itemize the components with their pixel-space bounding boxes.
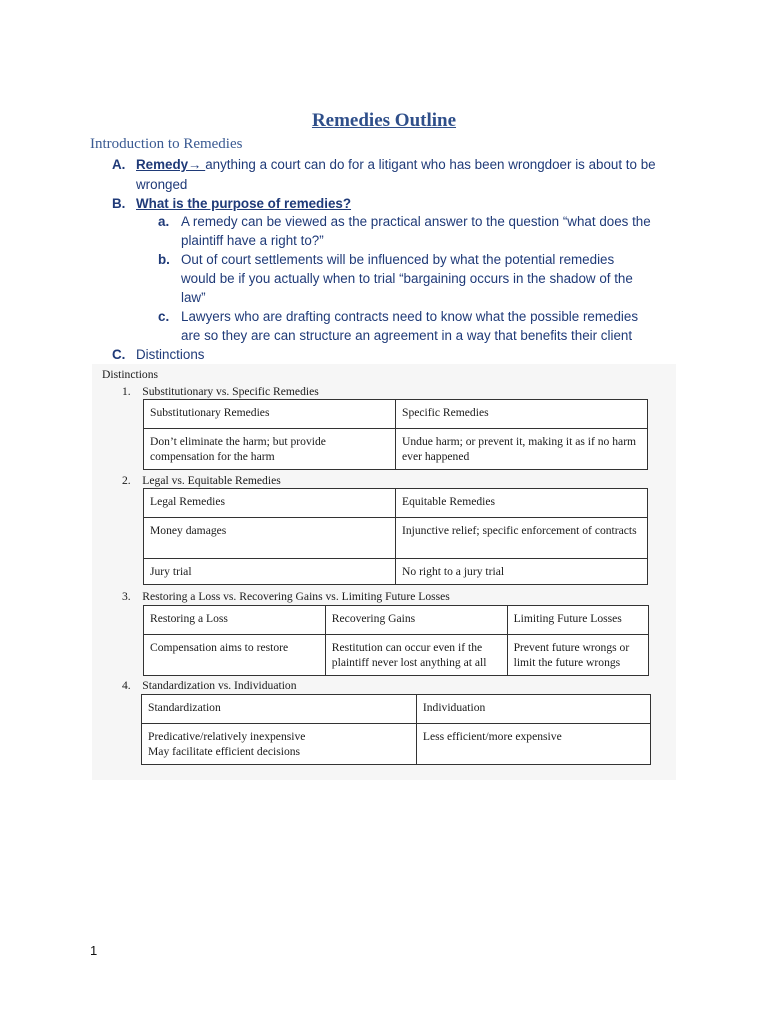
sub-c-line2: are so they are can structure an agreement in a way that benefits their client — [181, 328, 633, 343]
table-header-cell: Restoring a Loss — [144, 606, 326, 635]
item-c-text: Distinctions — [136, 347, 205, 362]
sub-c-line1: Lawyers who are drafting contracts need to know what the possible remedies — [181, 309, 639, 324]
table-row — [144, 429, 648, 470]
item-a-label: A. — [112, 157, 126, 172]
item-b-label: B. — [112, 196, 126, 211]
table-header-cell: Equitable Remedies — [396, 489, 648, 518]
section-heading: Introduction to Remedies — [90, 136, 243, 152]
sub-b-label: b. — [158, 252, 170, 267]
table-restore-recover-limit — [143, 605, 649, 676]
page-number: 1 — [90, 943, 98, 958]
item-b-text: What is the purpose of remedies? — [136, 196, 352, 211]
table-header-cell: Substitutionary Remedies — [144, 400, 396, 429]
table-substitutionary-specific — [143, 399, 648, 470]
page-title: Remedies Outline — [311, 110, 457, 131]
table-header-row — [144, 489, 648, 518]
table-cell: No right to a jury trial — [396, 559, 648, 585]
table-legal-equitable — [143, 488, 648, 585]
distinctions-scan — [92, 364, 676, 780]
table-header-cell: Recovering Gains — [325, 606, 507, 635]
table-header-cell: Standardization — [142, 695, 417, 724]
item-a-text-cont: wronged — [136, 177, 188, 192]
table-cell: Don’t eliminate the harm; but provide compensation for the harm — [144, 429, 396, 470]
sub-a-line2: plaintiff have a right to?” — [181, 233, 324, 248]
table-cell: Injunctive relief; specific enforcement of contracts — [396, 518, 648, 559]
remedy-term: Remedy→ — [136, 157, 206, 172]
sub-a-label: a. — [158, 214, 170, 229]
table-1-title: 1. Substitutionary vs. Specific Remedies — [122, 385, 319, 398]
table-header-row — [144, 400, 648, 429]
table-cell: Prevent future wrongs or limit the future wrongs — [507, 635, 648, 676]
sub-a-line1: A remedy can be viewed as the practical answer to the question “what does the — [181, 214, 651, 229]
table-4-title: 4. Standardization vs. Individuation — [122, 679, 297, 692]
table-header-cell: Legal Remedies — [144, 489, 396, 518]
table-cell: Money damages — [144, 518, 396, 559]
table-2-title: 2. Legal vs. Equitable Remedies — [122, 474, 281, 487]
table-cell: Compensation aims to restore — [144, 635, 326, 676]
table-header-cell: Individuation — [416, 695, 650, 724]
item-c-label: C. — [112, 347, 126, 362]
item-a — [136, 155, 696, 174]
table-header-cell: Limiting Future Losses — [507, 606, 648, 635]
sub-c-label: c. — [158, 309, 170, 324]
table-standardization-individuation — [141, 694, 651, 765]
table-3-title: 3. Restoring a Loss vs. Recovering Gains vs. Limiting Future Losses — [122, 590, 450, 603]
table-cell: Less efficient/more expensive — [416, 724, 650, 765]
sub-b-line3: law” — [181, 290, 206, 305]
table-row — [142, 724, 651, 765]
table-cell: Undue harm; or prevent it, making it as if no harm ever happened — [396, 429, 648, 470]
table-cell: Jury trial — [144, 559, 396, 585]
table-cell: Restitution can occur even if the plaintiff never lost anything at all — [325, 635, 507, 676]
item-a-text: anything a court can do for a litigant who has been wrongdoer is about to be — [205, 157, 656, 172]
sub-b-line1: Out of court settlements will be influenced by what the potential remedies — [181, 252, 615, 267]
scan-heading: Distinctions — [102, 368, 159, 381]
sub-b-line2: would be if you actually when to trial “bargaining occurs in the shadow of the — [181, 271, 633, 286]
table-header-cell: Specific Remedies — [396, 400, 648, 429]
table-cell: Predicative/relatively inexpensive May facilitate efficient decisions — [142, 724, 417, 765]
table-header-row — [142, 695, 651, 724]
table-row — [144, 518, 648, 559]
table-header-row — [144, 606, 649, 635]
table-row — [144, 559, 648, 585]
table-row — [144, 635, 649, 676]
